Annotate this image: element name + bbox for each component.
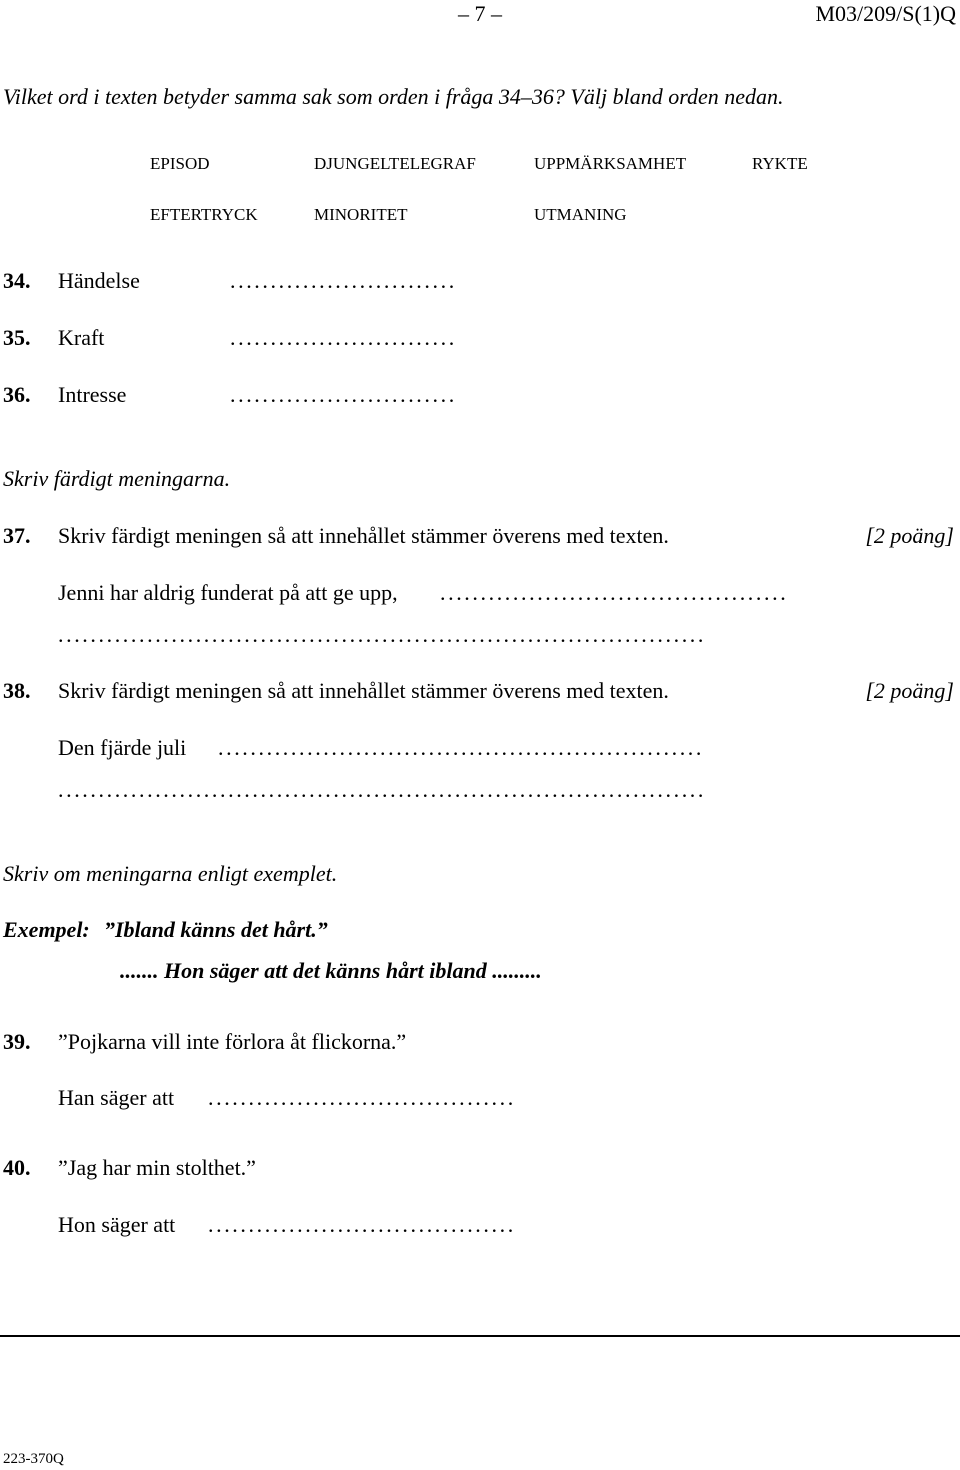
question-word: Kraft xyxy=(58,325,105,350)
question-number: 38. xyxy=(3,678,31,703)
sentence-stem: Han säger att xyxy=(58,1085,175,1110)
answer-line[interactable]: ............................ xyxy=(230,325,457,350)
word-bank-item: RYKTE xyxy=(752,154,808,173)
question-number: 36. xyxy=(3,382,31,407)
sentence-stem: Hon säger att xyxy=(58,1212,176,1237)
word-bank-item: UPPMÄRKSAMHET xyxy=(534,154,687,173)
word-bank-item: DJUNGELTELEGRAF xyxy=(314,154,476,173)
document-code: M03/209/S(1)Q xyxy=(815,1,956,26)
quoted-sentence: ”Pojkarna vill inte förlora åt flickorna.” xyxy=(58,1029,407,1054)
example-label: Exempel: xyxy=(3,917,90,942)
section2-instruction: Skriv färdigt meningarna. xyxy=(3,466,231,491)
example-sentence: ”Ibland känns det hårt.” xyxy=(104,917,328,942)
points-label: [2 poäng] xyxy=(865,523,954,548)
section1-instruction: Vilket ord i texten betyder samma sak som orden i fråga 34–36? Välj bland orden nedan. xyxy=(3,84,784,109)
footer-divider xyxy=(0,1335,960,1337)
answer-line[interactable]: ...................................... xyxy=(208,1085,516,1110)
answer-line[interactable]: ............................ xyxy=(230,382,457,407)
word-bank-item: EFTERTRYCK xyxy=(150,205,258,224)
quoted-sentence: ”Jag har min stolthet.” xyxy=(58,1155,256,1180)
points-label: [2 poäng] xyxy=(865,678,954,703)
question-number: 34. xyxy=(3,268,31,293)
answer-line[interactable]: ................................................................................ xyxy=(58,622,706,647)
answer-line[interactable]: ................................................................................ xyxy=(58,777,706,802)
question-text: Skriv färdigt meningen så att innehållet stämmer överens med texten. xyxy=(58,678,669,703)
footer-code: 223-370Q xyxy=(3,1451,64,1467)
word-bank-item: UTMANING xyxy=(534,205,627,224)
section3-instruction: Skriv om meningarna enligt exemplet. xyxy=(3,861,338,886)
question-number: 37. xyxy=(3,523,31,548)
question-number: 40. xyxy=(3,1155,31,1180)
sentence-stem: Jenni har aldrig funderat på att ge upp, xyxy=(58,580,398,605)
example-answer: ....... Hon säger att det känns hårt ibland ......... xyxy=(120,958,542,983)
question-word: Intresse xyxy=(58,382,127,407)
word-bank-item: EPISOD xyxy=(150,154,210,173)
answer-line[interactable]: ...................................... xyxy=(208,1212,516,1237)
question-word: Händelse xyxy=(58,268,140,293)
page-number: – 7 – xyxy=(458,1,502,26)
answer-line[interactable]: ............................................................ xyxy=(218,735,704,760)
answer-line[interactable]: ............................ xyxy=(230,268,457,293)
answer-line[interactable]: ........................................... xyxy=(440,580,789,605)
question-text: Skriv färdigt meningen så att innehållet stämmer överens med texten. xyxy=(58,523,669,548)
word-bank-item: MINORITET xyxy=(314,205,408,224)
sentence-stem: Den fjärde juli xyxy=(58,735,187,760)
question-number: 39. xyxy=(3,1029,31,1054)
question-number: 35. xyxy=(3,325,31,350)
